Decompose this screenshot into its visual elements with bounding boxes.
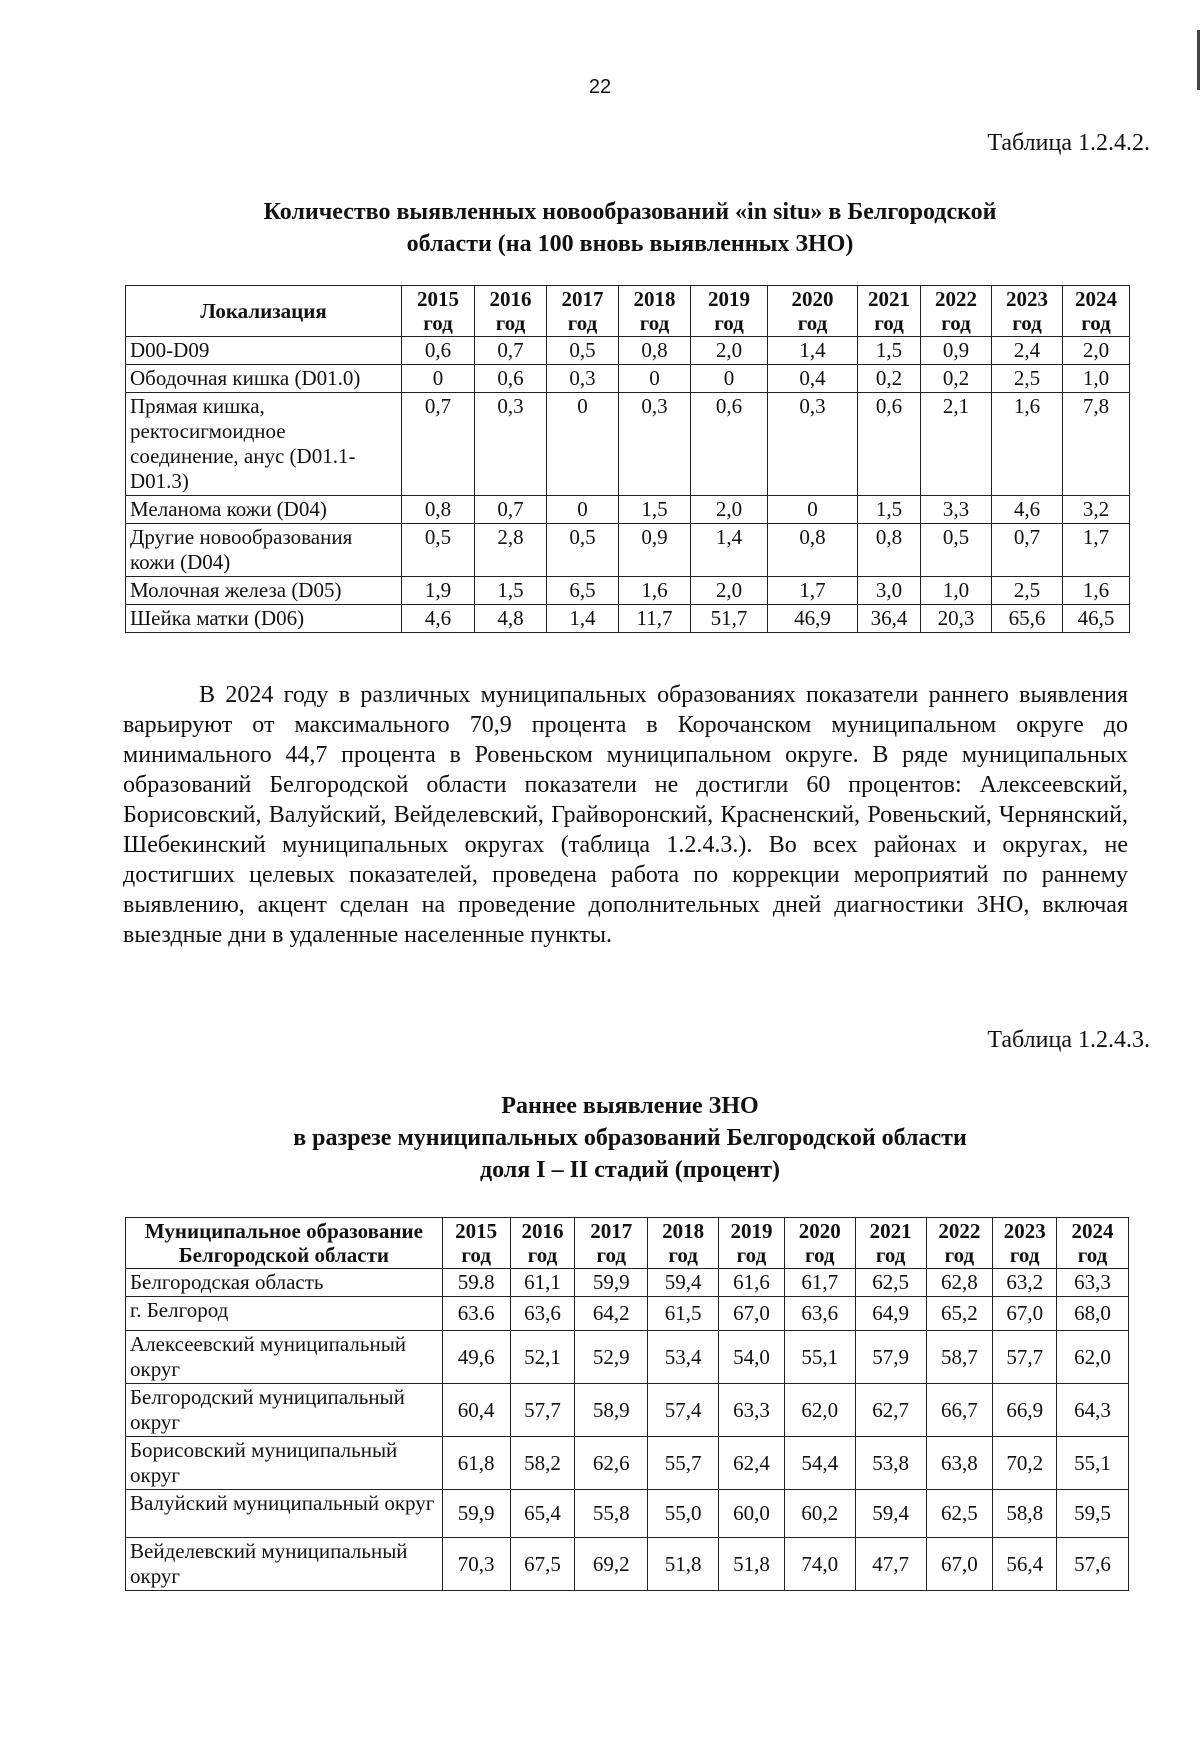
cell-value: 11,7 xyxy=(619,605,691,633)
cell-value: 53,8 xyxy=(855,1437,926,1490)
cell-value: 0,2 xyxy=(921,365,992,393)
cell-value: 36,4 xyxy=(858,605,921,633)
cell-value: 57,7 xyxy=(993,1331,1057,1384)
year-header xyxy=(993,1218,1057,1269)
year-header xyxy=(784,1218,855,1269)
year-unit: год xyxy=(567,311,598,335)
year-label: 2021 xyxy=(868,287,910,311)
year-unit: год xyxy=(527,1243,558,1267)
cell-value: 61,8 xyxy=(442,1437,510,1490)
table1-header-row xyxy=(126,286,1130,337)
year-header xyxy=(992,286,1063,337)
cell-value: 65,4 xyxy=(510,1490,575,1538)
cell-value: 58,7 xyxy=(926,1331,993,1384)
cell-value: 55,8 xyxy=(575,1490,648,1538)
cell-value: 0,6 xyxy=(402,337,475,365)
cell-value: 59.8 xyxy=(442,1269,510,1297)
cell-value: 62,0 xyxy=(1057,1331,1129,1384)
year-label: 2023 xyxy=(1003,1219,1046,1243)
cell-value: 1,6 xyxy=(992,393,1063,496)
year-label: 2016 xyxy=(489,287,532,311)
cell-value: 62,0 xyxy=(784,1384,855,1437)
cell-value: 63,3 xyxy=(1057,1269,1129,1297)
cell-value: 0,8 xyxy=(619,337,691,365)
year-header xyxy=(855,1218,926,1269)
table1-header-label: Локализация xyxy=(126,286,402,337)
cell-value: 0,9 xyxy=(921,337,992,365)
table2-title-line: в разрезе муниципальных образований Белгородской области xyxy=(293,1125,967,1151)
cell-value: 1,5 xyxy=(475,577,547,605)
cell-value: 63,3 xyxy=(719,1384,785,1437)
year-unit: год xyxy=(495,311,526,335)
cell-value: 62,8 xyxy=(926,1269,993,1297)
cell-value: 1,0 xyxy=(1063,365,1130,393)
cell-value: 0,6 xyxy=(691,393,768,496)
row-label: Другие новообразования кожи (D04) xyxy=(126,524,402,577)
year-label: 2017 xyxy=(561,287,604,311)
year-label: 2023 xyxy=(1006,287,1048,311)
cell-value: 61,6 xyxy=(719,1269,785,1297)
year-header xyxy=(1063,286,1130,337)
year-unit: год xyxy=(944,1243,975,1267)
table2-title-line: доля I – II стадий (процент) xyxy=(479,1157,781,1183)
cell-value: 61,7 xyxy=(784,1269,855,1297)
cell-value: 51,7 xyxy=(691,605,768,633)
year-unit: год xyxy=(804,1243,835,1267)
cell-value: 6,5 xyxy=(547,577,619,605)
cell-value: 1,9 xyxy=(402,577,475,605)
year-header xyxy=(691,286,768,337)
year-unit: год xyxy=(423,311,453,335)
cell-value: 61,1 xyxy=(510,1269,575,1297)
table-row xyxy=(126,1384,1129,1437)
table1-ref: Таблица 1.2.4.2. xyxy=(987,130,1150,156)
table2-header-row xyxy=(126,1218,1129,1269)
cell-value: 57,6 xyxy=(1057,1538,1129,1591)
table-row xyxy=(126,1437,1129,1490)
cell-value: 1,7 xyxy=(768,577,858,605)
year-header xyxy=(921,286,992,337)
cell-value: 55,1 xyxy=(1057,1437,1129,1490)
row-label: Валуйский муниципальный округ xyxy=(126,1490,443,1538)
cell-value: 0,5 xyxy=(921,524,992,577)
cell-value: 4,6 xyxy=(992,496,1063,524)
cell-value: 66,7 xyxy=(926,1384,993,1437)
year-unit: год xyxy=(714,311,744,335)
row-label: Молочная железа (D05) xyxy=(126,577,402,605)
row-label: Вейделевский муниципальный округ xyxy=(126,1538,443,1591)
year-header xyxy=(442,1218,510,1269)
cell-value: 55,7 xyxy=(648,1437,719,1490)
row-label: Прямая кишка, ректосигмоидное соединение, анус (D01.1-D01.3) xyxy=(126,393,402,496)
cell-value: 1,6 xyxy=(1063,577,1130,605)
cell-value: 0,7 xyxy=(475,337,547,365)
year-label: 2024 xyxy=(1071,1219,1114,1243)
year-label: 2022 xyxy=(938,1219,981,1243)
cell-value: 0,4 xyxy=(768,365,858,393)
cell-value: 58,2 xyxy=(510,1437,575,1490)
year-unit: год xyxy=(461,1243,491,1267)
table1-title-line: области (на 100 вновь выявленных ЗНО) xyxy=(406,231,854,257)
cell-value: 0 xyxy=(768,496,858,524)
cell-value: 64,3 xyxy=(1057,1384,1129,1437)
year-header xyxy=(858,286,921,337)
table2-body xyxy=(126,1269,1129,1591)
row-label: Ободочная кишка (D01.0) xyxy=(126,365,402,393)
row-label: г. Белгород xyxy=(126,1297,443,1331)
cell-value: 7,8 xyxy=(1063,393,1130,496)
cell-value: 0,3 xyxy=(547,365,619,393)
cell-value: 64,2 xyxy=(575,1297,648,1331)
year-unit: год xyxy=(639,311,670,335)
cell-value: 58,9 xyxy=(575,1384,648,1437)
cell-value: 54,0 xyxy=(719,1331,785,1384)
year-header xyxy=(475,286,547,337)
cell-value: 0,5 xyxy=(547,524,619,577)
cell-value: 65,2 xyxy=(926,1297,993,1331)
cell-value: 1,5 xyxy=(619,496,691,524)
cell-value: 46,5 xyxy=(1063,605,1130,633)
cell-value: 51,8 xyxy=(648,1538,719,1591)
cell-value: 68,0 xyxy=(1057,1297,1129,1331)
cell-value: 67,0 xyxy=(719,1297,785,1331)
cell-value: 55,1 xyxy=(784,1331,855,1384)
year-unit: год xyxy=(1012,311,1042,335)
cell-value: 59,4 xyxy=(855,1490,926,1538)
table2-title-line: Раннее выявление ЗНО xyxy=(501,1093,759,1119)
cell-value: 1,0 xyxy=(921,577,992,605)
table-row xyxy=(126,1297,1129,1331)
year-label: 2021 xyxy=(869,1219,912,1243)
cell-value: 3,0 xyxy=(858,577,921,605)
cell-value: 59,4 xyxy=(648,1269,719,1297)
year-unit: год xyxy=(1009,1243,1040,1267)
row-label: Меланома кожи (D04) xyxy=(126,496,402,524)
table-row xyxy=(126,1538,1129,1591)
cell-value: 63,8 xyxy=(926,1437,993,1490)
cell-value: 0,9 xyxy=(619,524,691,577)
cell-value: 2,8 xyxy=(475,524,547,577)
year-header xyxy=(926,1218,993,1269)
cell-value: 57,4 xyxy=(648,1384,719,1437)
table1-body xyxy=(126,337,1130,633)
row-label: Белгородский муниципальный округ xyxy=(126,1384,443,1437)
cell-value: 0,6 xyxy=(475,365,547,393)
cell-value: 47,7 xyxy=(855,1538,926,1591)
year-label: 2016 xyxy=(521,1219,564,1243)
cell-value: 0,7 xyxy=(402,393,475,496)
table-row xyxy=(126,496,1130,524)
cell-value: 0,8 xyxy=(858,524,921,577)
year-unit: год xyxy=(668,1243,698,1267)
cell-value: 62,7 xyxy=(855,1384,926,1437)
table-row xyxy=(126,605,1130,633)
year-label: 2024 xyxy=(1075,287,1117,311)
cell-value: 0,5 xyxy=(402,524,475,577)
cell-value: 67,0 xyxy=(926,1538,993,1591)
year-label: 2018 xyxy=(662,1219,705,1243)
table1 xyxy=(125,285,1130,633)
table-row xyxy=(126,393,1130,496)
cell-value: 60,0 xyxy=(719,1490,785,1538)
page-number: 22 xyxy=(588,76,612,98)
year-label: 2019 xyxy=(730,1219,773,1243)
year-header xyxy=(547,286,619,337)
table2-title xyxy=(150,1090,1110,1186)
cell-value: 1,4 xyxy=(691,524,768,577)
cell-value: 49,6 xyxy=(442,1331,510,1384)
year-header xyxy=(619,286,691,337)
cell-value: 62,5 xyxy=(926,1490,993,1538)
cell-value: 61,5 xyxy=(648,1297,719,1331)
cell-value: 63,6 xyxy=(784,1297,855,1331)
table-row xyxy=(126,1331,1129,1384)
cell-value: 70,3 xyxy=(442,1538,510,1591)
table-row xyxy=(126,524,1130,577)
cell-value: 1,5 xyxy=(858,496,921,524)
year-unit: год xyxy=(736,1243,767,1267)
cell-value: 4,8 xyxy=(475,605,547,633)
table-row xyxy=(126,577,1130,605)
cell-value: 0,2 xyxy=(858,365,921,393)
cell-value: 46,9 xyxy=(768,605,858,633)
table1-title-line: Количество выявленных новообразований «in situ» в Белгородской xyxy=(263,199,997,225)
row-label: Шейка матки (D06) xyxy=(126,605,402,633)
body-paragraph: В 2024 году в различных муниципальных образованиях показатели раннего выявления варьируют от максимального 70,9 процента в Корочанском муниципальном округе до минимального 44,7 процента в Ровеньском муниципальном округе. В ряде муниципальных образований Белгородской области показатели не достигли 60 процентов: Алексеевский, Борисовский, Валуйский, Вейделевский, Грайворонский, Красненский, Ровеньский, Чернянский, Шебекинский муниципальных округах (таблица 1.2.4.3.). Во всех районах и округах, не достигших целевых показателей, проведена работа по коррекции мероприятий по раннему выявлению, акцент сделан на проведение дополнительных дней диагностики ЗНО, включая выездные дни в удаленные населенные пункты. xyxy=(123,682,1128,948)
cell-value: 0,8 xyxy=(768,524,858,577)
cell-value: 0 xyxy=(402,365,475,393)
cell-value: 1,7 xyxy=(1063,524,1130,577)
cell-value: 2,1 xyxy=(921,393,992,496)
cell-value: 2,4 xyxy=(992,337,1063,365)
cell-value: 2,5 xyxy=(992,577,1063,605)
year-unit: год xyxy=(797,311,828,335)
cell-value: 1,6 xyxy=(619,577,691,605)
cell-value: 65,6 xyxy=(992,605,1063,633)
cell-value: 1,4 xyxy=(768,337,858,365)
year-unit: год xyxy=(875,1243,906,1267)
cell-value: 57,7 xyxy=(510,1384,575,1437)
cell-value: 0 xyxy=(691,365,768,393)
cell-value: 69,2 xyxy=(575,1538,648,1591)
table1-title xyxy=(150,196,1110,260)
cell-value: 55,0 xyxy=(648,1490,719,1538)
year-unit: год xyxy=(874,311,904,335)
year-unit: год xyxy=(596,1243,627,1267)
cell-value: 56,4 xyxy=(993,1538,1057,1591)
year-label: 2015 xyxy=(417,287,459,311)
row-label: Белгородская область xyxy=(126,1269,443,1297)
cell-value: 0,5 xyxy=(547,337,619,365)
cell-value: 0,8 xyxy=(402,496,475,524)
cell-value: 57,9 xyxy=(855,1331,926,1384)
cell-value: 60,4 xyxy=(442,1384,510,1437)
cell-value: 3,2 xyxy=(1063,496,1130,524)
table-row xyxy=(126,1269,1129,1297)
cell-value: 1,5 xyxy=(858,337,921,365)
cell-value: 2,5 xyxy=(992,365,1063,393)
cell-value: 74,0 xyxy=(784,1538,855,1591)
cell-value: 0,3 xyxy=(619,393,691,496)
cell-value: 63,2 xyxy=(993,1269,1057,1297)
cell-value: 0,6 xyxy=(858,393,921,496)
cell-value: 67,0 xyxy=(993,1297,1057,1331)
year-header xyxy=(648,1218,719,1269)
cell-value: 2,0 xyxy=(691,577,768,605)
cell-value: 0,3 xyxy=(768,393,858,496)
table2-header-label: Муниципальное образование Белгородской области xyxy=(126,1218,443,1269)
table2 xyxy=(125,1217,1129,1591)
cell-value: 63,6 xyxy=(510,1297,575,1331)
cell-value: 53,4 xyxy=(648,1331,719,1384)
cell-value: 59,5 xyxy=(1057,1490,1129,1538)
year-unit: год xyxy=(1077,1243,1108,1267)
year-label: 2020 xyxy=(798,1219,841,1243)
year-label: 2022 xyxy=(935,287,977,311)
cell-value: 67,5 xyxy=(510,1538,575,1591)
cell-value: 0,7 xyxy=(992,524,1063,577)
cell-value: 0 xyxy=(547,393,619,496)
year-header xyxy=(768,286,858,337)
year-unit: год xyxy=(1081,311,1111,335)
cell-value: 54,4 xyxy=(784,1437,855,1490)
cell-value: 2,0 xyxy=(691,496,768,524)
year-label: 2019 xyxy=(708,287,750,311)
cell-value: 2,0 xyxy=(691,337,768,365)
cell-value: 62,6 xyxy=(575,1437,648,1490)
cell-value: 66,9 xyxy=(993,1384,1057,1437)
cell-value: 52,9 xyxy=(575,1331,648,1384)
table2-ref: Таблица 1.2.4.3. xyxy=(987,1027,1150,1053)
year-label: 2017 xyxy=(590,1219,633,1243)
cell-value: 62,4 xyxy=(719,1437,785,1490)
cell-value: 70,2 xyxy=(993,1437,1057,1490)
row-label: D00-D09 xyxy=(126,337,402,365)
table-row xyxy=(126,1490,1129,1538)
cell-value: 3,3 xyxy=(921,496,992,524)
cell-value: 0,3 xyxy=(475,393,547,496)
cell-value: 64,9 xyxy=(855,1297,926,1331)
year-header xyxy=(719,1218,785,1269)
year-label: 2015 xyxy=(455,1219,498,1243)
year-unit: год xyxy=(941,311,971,335)
year-header xyxy=(402,286,475,337)
cell-value: 51,8 xyxy=(719,1538,785,1591)
year-label: 2020 xyxy=(791,287,834,311)
cell-value: 58,8 xyxy=(993,1490,1057,1538)
cell-value: 1,4 xyxy=(547,605,619,633)
cell-value: 60,2 xyxy=(784,1490,855,1538)
cell-value: 4,6 xyxy=(402,605,475,633)
cell-value: 63.6 xyxy=(442,1297,510,1331)
table-row xyxy=(126,337,1130,365)
cell-value: 0,7 xyxy=(475,496,547,524)
year-header xyxy=(575,1218,648,1269)
cell-value: 59,9 xyxy=(575,1269,648,1297)
cell-value: 59,9 xyxy=(442,1490,510,1538)
table-row xyxy=(126,365,1130,393)
year-label: 2018 xyxy=(633,287,676,311)
cell-value: 0 xyxy=(547,496,619,524)
cell-value: 2,0 xyxy=(1063,337,1130,365)
cell-value: 62,5 xyxy=(855,1269,926,1297)
cell-value: 0 xyxy=(619,365,691,393)
year-header xyxy=(510,1218,575,1269)
cell-value: 20,3 xyxy=(921,605,992,633)
row-label: Борисовский муниципальный округ xyxy=(126,1437,443,1490)
cell-value: 52,1 xyxy=(510,1331,575,1384)
year-header xyxy=(1057,1218,1129,1269)
row-label: Алексеевский муниципальный округ xyxy=(126,1331,443,1384)
